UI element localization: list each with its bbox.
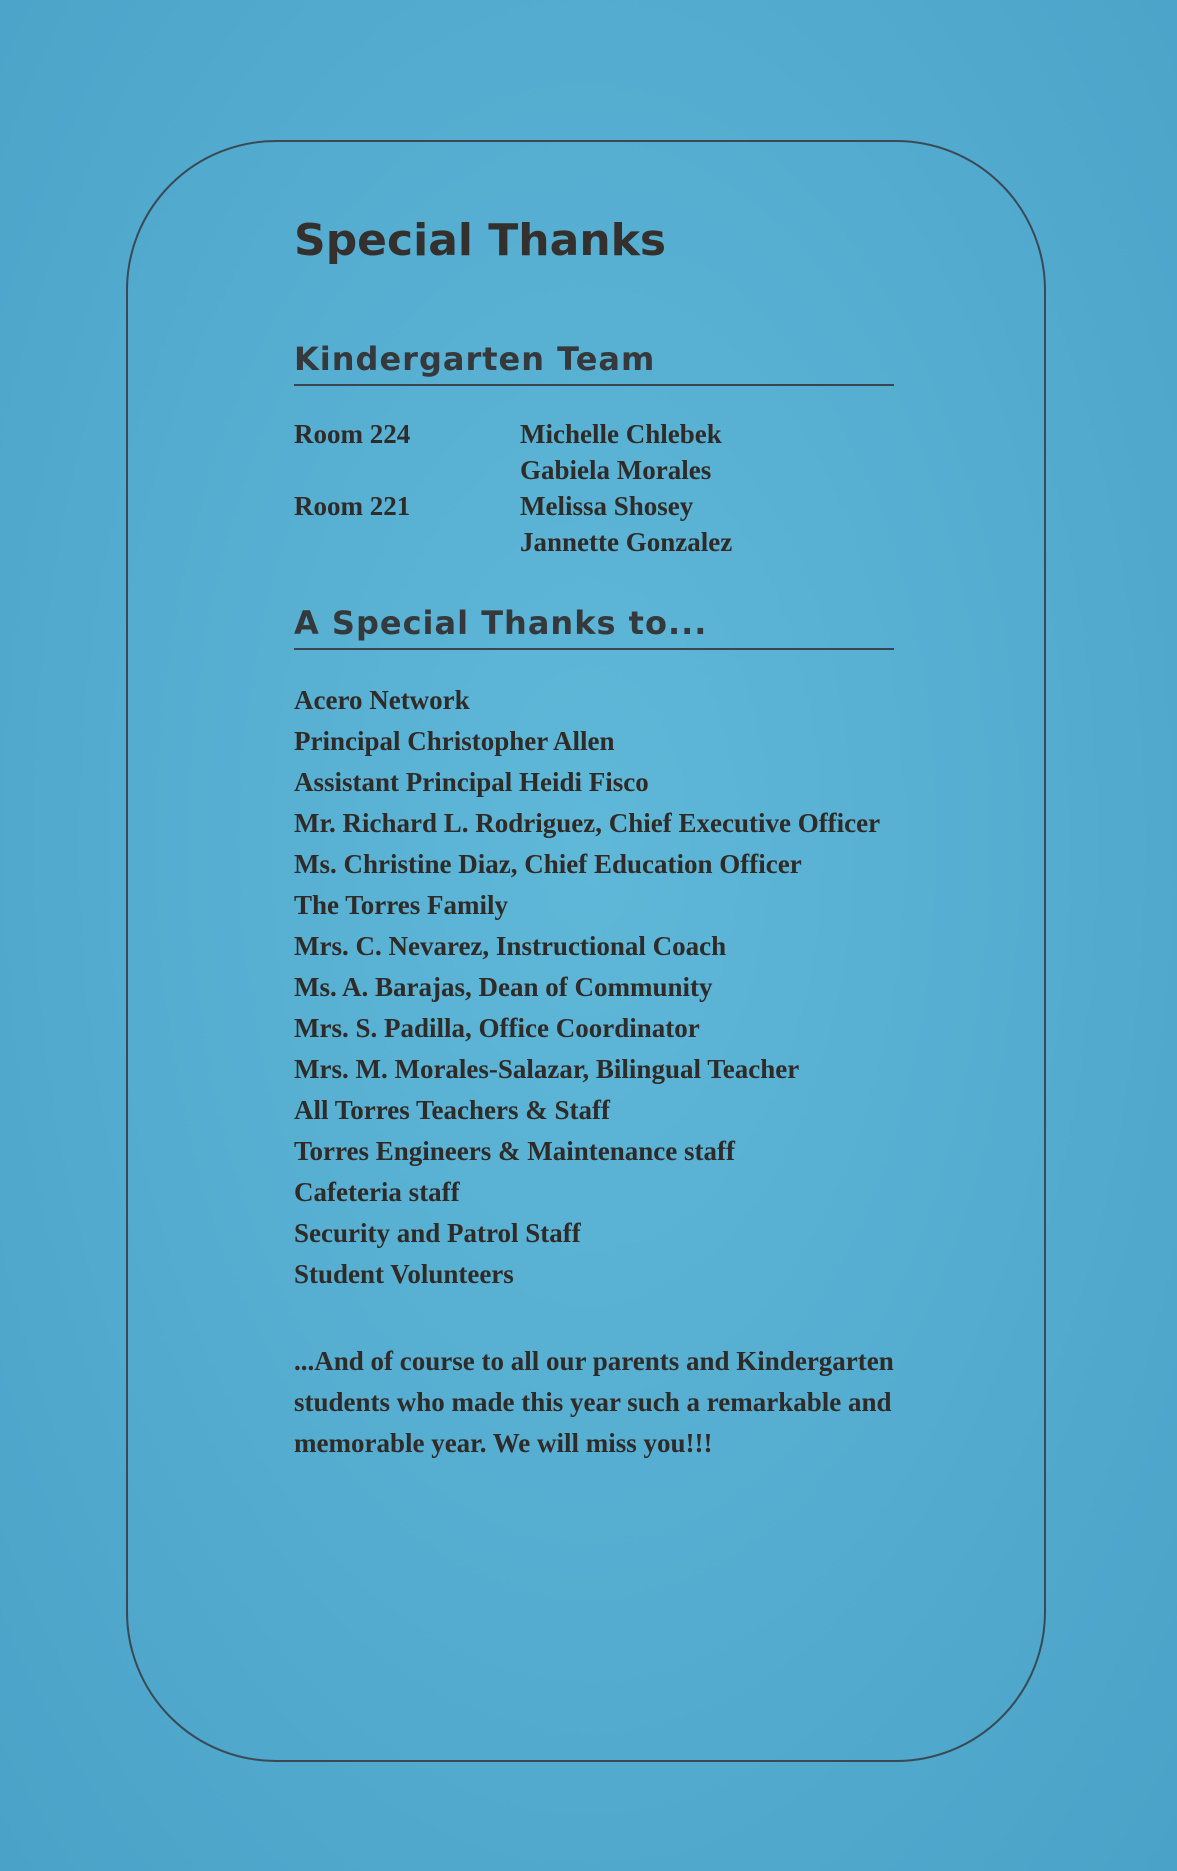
thanks-item: Torres Engineers & Maintenance staff bbox=[294, 1135, 735, 1166]
teacher-names bbox=[520, 416, 722, 488]
thanks-item: Mrs. S. Padilla, Office Coordinator bbox=[294, 1012, 700, 1043]
thanks-item: Principal Christopher Allen bbox=[294, 725, 615, 756]
room-label: Room 224 bbox=[294, 418, 411, 449]
thanks-item: Ms. Christine Diaz, Chief Education Officer bbox=[294, 848, 802, 879]
thanks-item: Assistant Principal Heidi Fisco bbox=[294, 766, 649, 797]
teacher-name: Melissa Shosey bbox=[520, 490, 694, 521]
teacher-name: Michelle Chlebek bbox=[520, 418, 722, 449]
team-row bbox=[294, 488, 894, 560]
page-content bbox=[294, 215, 894, 1491]
page-title: Special Thanks bbox=[294, 215, 667, 266]
thanks-item: Mr. Richard L. Rodriguez, Chief Executive Officer bbox=[294, 807, 881, 838]
kindergarten-team-heading: Kindergarten Team bbox=[294, 340, 894, 386]
thanks-item: The Torres Family bbox=[294, 889, 509, 920]
thanks-item: All Torres Teachers & Staff bbox=[294, 1094, 610, 1125]
teacher-names bbox=[520, 488, 732, 560]
thanks-item: Mrs. C. Nevarez, Instructional Coach bbox=[294, 930, 727, 961]
thanks-list bbox=[294, 680, 894, 1295]
thanks-item: Mrs. M. Morales-Salazar, Bilingual Teacher bbox=[294, 1053, 800, 1084]
teacher-name: Gabiela Morales bbox=[520, 454, 712, 485]
thanks-item: Acero Network bbox=[294, 684, 470, 715]
thanks-item: Security and Patrol Staff bbox=[294, 1217, 581, 1248]
special-thanks-heading: A Special Thanks to... bbox=[294, 604, 894, 650]
thanks-item: Ms. A. Barajas, Dean of Community bbox=[294, 971, 713, 1002]
room-label: Room 221 bbox=[294, 490, 411, 521]
thanks-item: Cafeteria staff bbox=[294, 1176, 460, 1207]
thanks-item: Student Volunteers bbox=[294, 1258, 514, 1289]
team-list bbox=[294, 416, 894, 560]
team-row bbox=[294, 416, 894, 488]
closing-message: ...And of course to all our parents and Kindergarten students who made this year such a remarkable and memorable year. We will miss you!!! bbox=[294, 1345, 894, 1458]
teacher-name: Jannette Gonzalez bbox=[520, 526, 733, 557]
